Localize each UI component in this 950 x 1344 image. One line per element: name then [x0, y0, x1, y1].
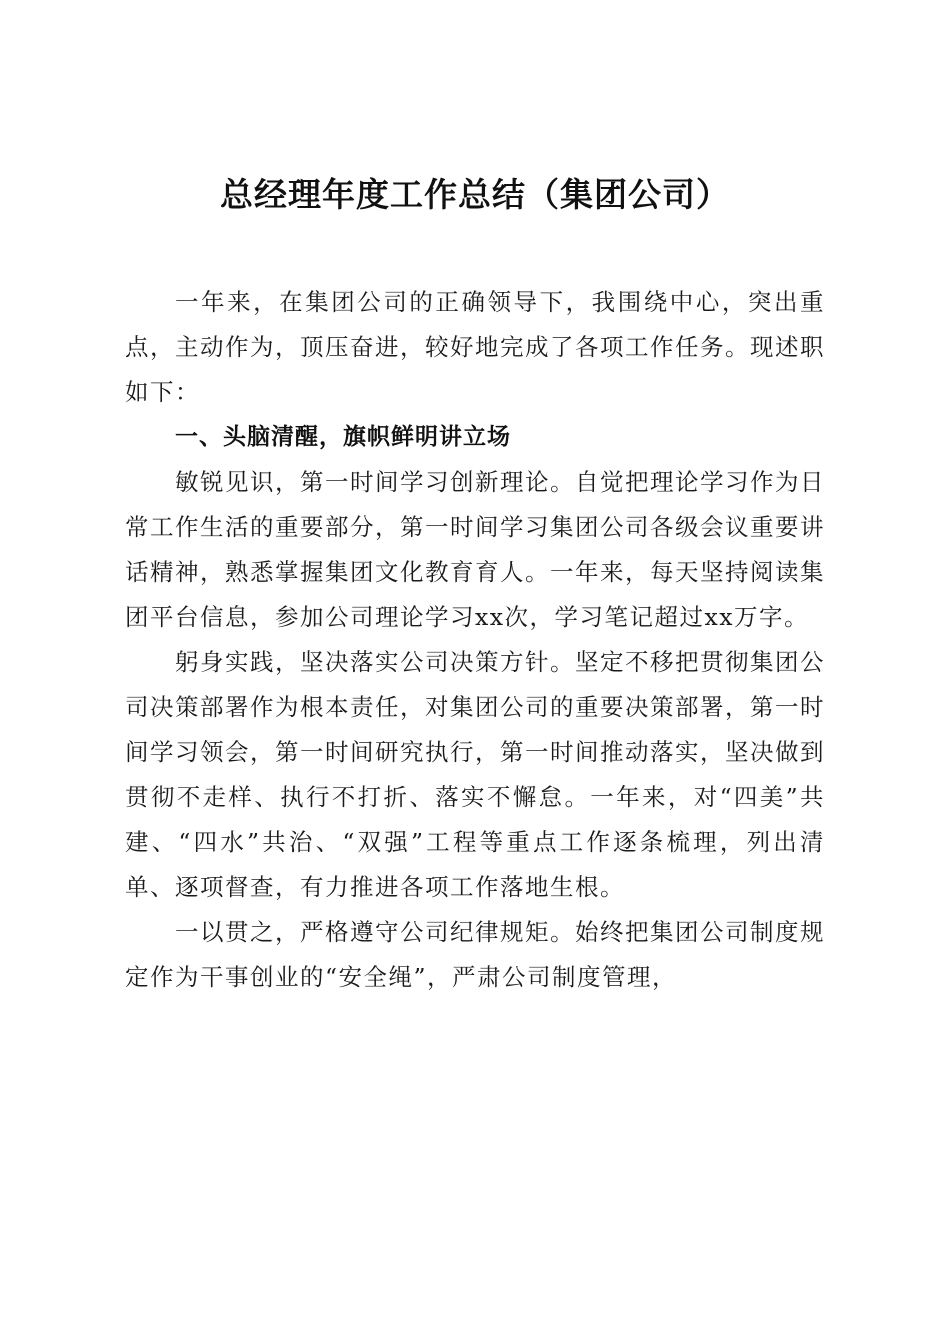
section1-paragraph-2: 躬身实践，坚决落实公司决策方针。坚定不移把贯彻集团公司决策部署作为根本责任，对集团公司的重要决策部署，第一时间学习领会，第一时间研究执行，第一时间推动落实，坚决做到贯彻不走样、执行不打折、落实不懈怠。一年来，对“四美”共建、“四水”共治、“双强”工程等重点工作逐条梳理，列出清单、逐项督查，有力推进各项工作落地生根。 — [125, 648, 825, 901]
section1-paragraph-1: 敏锐见识，第一时间学习创新理论。自觉把理论学习作为日常工作生活的重要部分，第一时间学习集团公司各级会议重要讲话精神，熟悉掌握集团文化教育育人。一年来，每天坚持阅读集团平台信息，参加公司理论学习xx次，学习笔记超过xx万字。 — [125, 468, 825, 631]
section-heading-1: 一、头脑清醒，旗帜鲜明讲立场 — [175, 424, 511, 450]
section1-paragraph-3: 一以贯之，严格遵守公司纪律规矩。始终把集团公司制度规定作为干事创业的“安全绳”，严肃公司制度管理， — [125, 918, 825, 991]
document-title: 总经理年度工作总结（集团公司） — [220, 175, 730, 214]
document-body — [125, 280, 825, 1000]
intro-paragraph: 一年来，在集团公司的正确领导下，我围绕中心，突出重点，主动作为，顶压奋进，较好地完成了各项工作任务。现述职如下： — [125, 288, 825, 406]
